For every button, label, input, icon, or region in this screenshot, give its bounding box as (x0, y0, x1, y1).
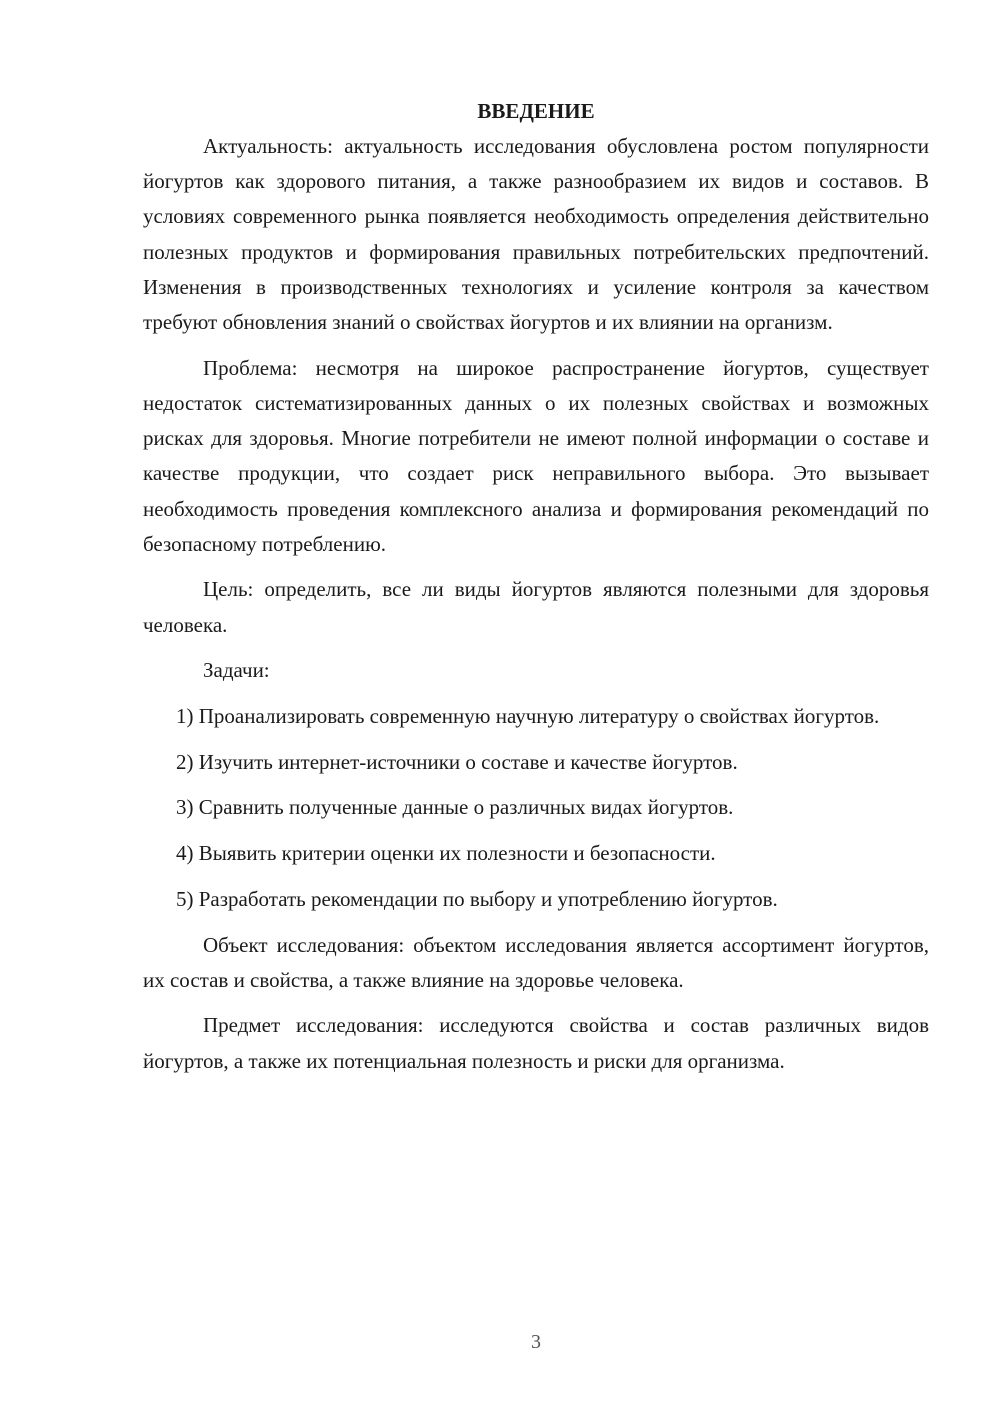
paragraph-goal: Цель: определить, все ли виды йогуртов являются полезными для здоровья человека. (143, 577, 929, 637)
paragraph-subject: Предмет исследования: исследуются свойства и состав различных видов йогуртов, а также их потенциальная полезность и риски для организма. (143, 1013, 929, 1073)
document-page (143, 94, 929, 1079)
page-number: 3 (531, 1331, 541, 1353)
task-item: 1) Проанализировать современную научную литературу о свойствах йогуртов. (176, 704, 880, 729)
paragraph-relevance: Актуальность: актуальность исследования обусловлена ростом популярности йогуртов как здорового питания, а также разнообразием их видов и составов. В условиях современного рынка появляется необходимость определения действительно полезных продуктов и формирования правильных потребительских предпочтений. Изменения в производственных технологиях и усиление контроля за качеством требуют обновления знаний о свойствах йогуртов и их влиянии на организм. (143, 134, 929, 335)
paragraph-object: Объект исследования: объектом исследования является ассортимент йогуртов, их состав и свойства, а также влияние на здоровье человека. (143, 932, 929, 992)
task-item: 4) Выявить критерии оценки их полезности и безопасности. (176, 841, 716, 866)
task-item: 5) Разработать рекомендации по выбору и употреблению йогуртов. (176, 886, 778, 911)
task-item: 3) Сравнить полученные данные о различных видах йогуртов. (176, 795, 734, 820)
tasks-heading: Задачи: (203, 658, 270, 683)
paragraph-problem: Проблема: несмотря на широкое распространение йогуртов, существует недостаток систематизированных данных о их полезных свойствах и возможных рисках для здоровья. Многие потребители не имеют полной информации о составе и качестве продукции, что создает риск неправильного выбора. Это вызывает необходимость проведения комплексного анализа и формирования рекомендаций по безопасному потреблению. (143, 355, 929, 556)
section-title: ВВЕДЕНИЕ (477, 99, 595, 123)
task-item: 2) Изучить интернет-источники о составе и качестве йогуртов. (176, 749, 738, 774)
